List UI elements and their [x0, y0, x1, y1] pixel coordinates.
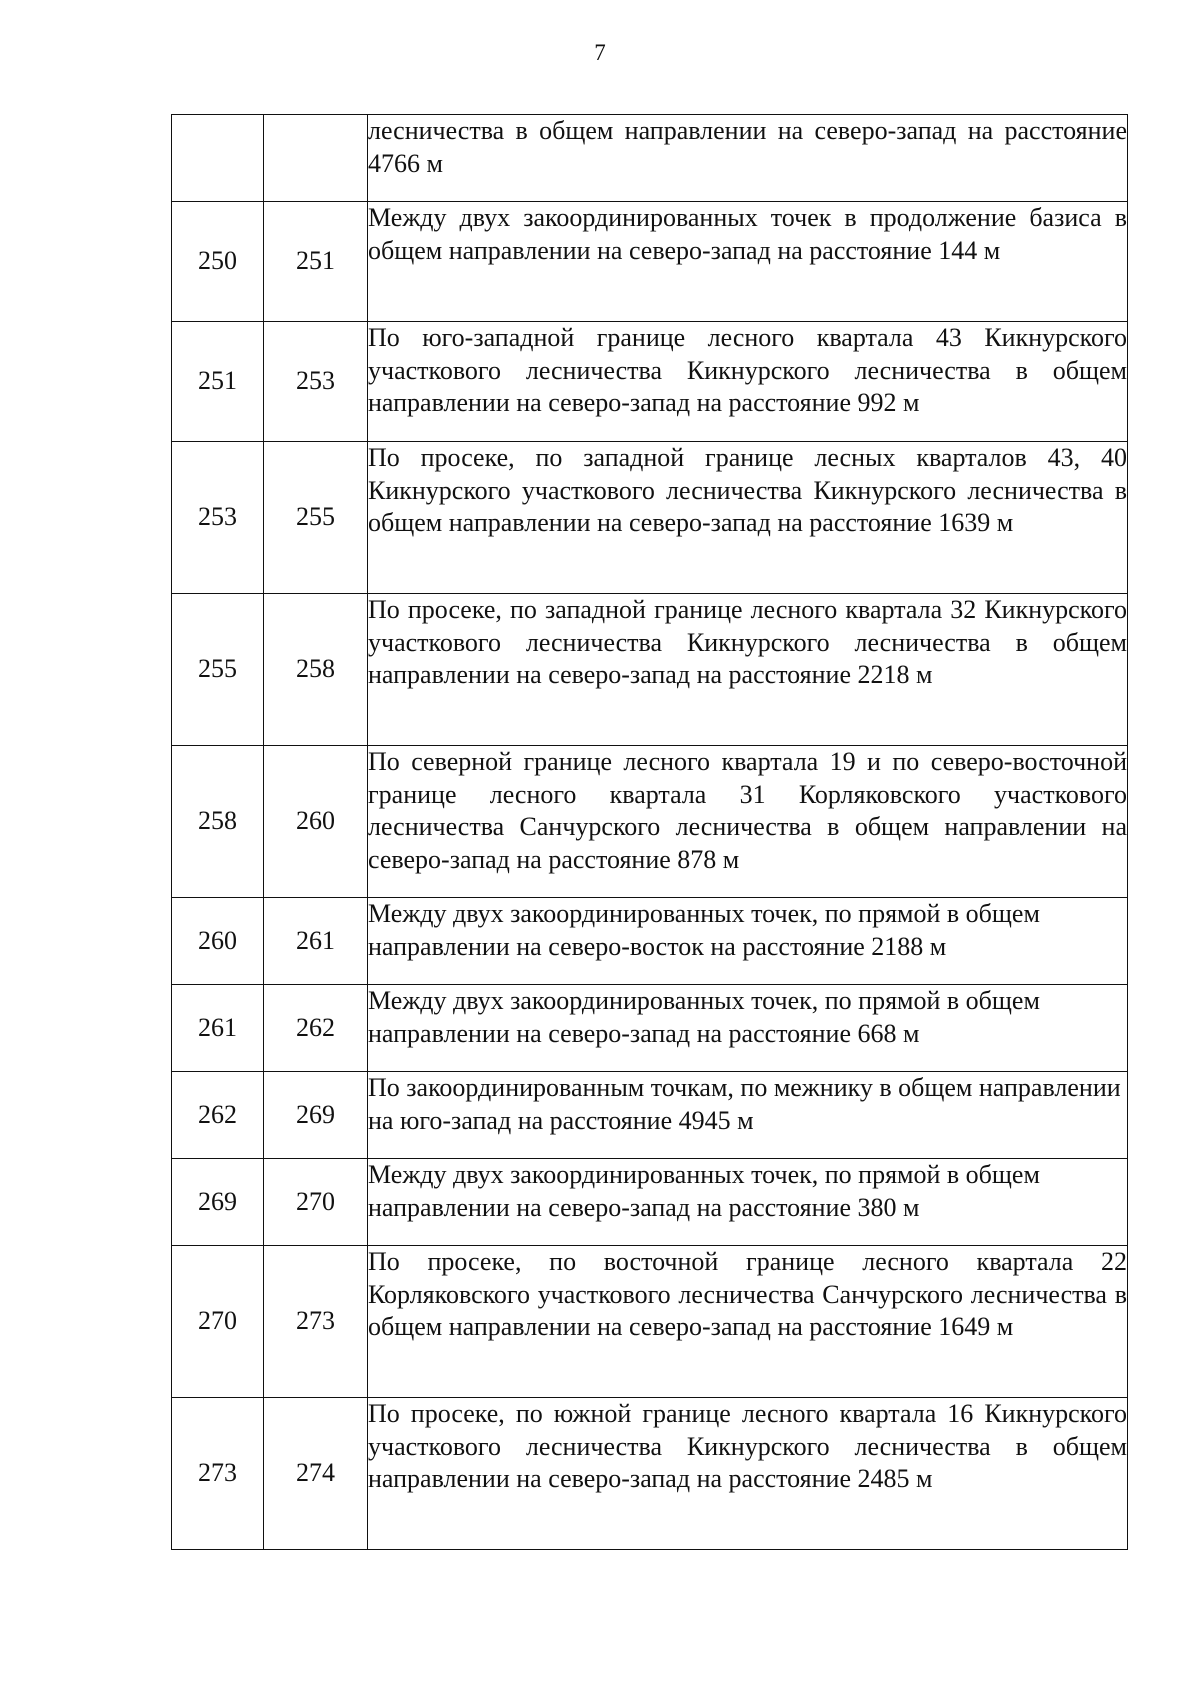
description-cell: Между двух закоординированных точек, по прямой в общем направлении на северо-запад на расстояние 668 м — [368, 985, 1128, 1072]
table-row — [172, 985, 1128, 1072]
point-to-cell: 258 — [264, 594, 368, 746]
point-from-cell: 262 — [172, 1072, 264, 1159]
description-cell: По закоординированным точкам, по межнику в общем направлении на юго-запад на расстояние 4945 м — [368, 1072, 1128, 1159]
description-cell: По просеке, по западной границе лесных кварталов 43, 40 Кикнурского участкового лесничества Кикнурского лесничества в общем направлении на северо-запад на расстояние 1639 м — [368, 442, 1128, 594]
point-from-cell: 270 — [172, 1246, 264, 1398]
table-row — [172, 1246, 1128, 1398]
description-cell: По юго-западной границе лесного квартала 43 Кикнурского участкового лесничества Кикнурского лесничества в общем направлении на северо-запад на расстояние 992 м — [368, 322, 1128, 442]
table-row — [172, 202, 1128, 322]
point-from-cell: 261 — [172, 985, 264, 1072]
description-cell: По просеке, по западной границе лесного квартала 32 Кикнурского участкового лесничества Кикнурского лесничества в общем направлении на северо-запад на расстояние 2218 м — [368, 594, 1128, 746]
table-row — [172, 1072, 1128, 1159]
point-from-cell: 255 — [172, 594, 264, 746]
point-from-cell: 258 — [172, 746, 264, 898]
point-to-cell: 269 — [264, 1072, 368, 1159]
point-to-cell: 262 — [264, 985, 368, 1072]
point-from-cell — [172, 115, 264, 202]
description-cell: По просеке, по восточной границе лесного квартала 22 Корляковского участкового лесничества Санчурского лесничества в общем направлении на северо-запад на расстояние 1649 м — [368, 1246, 1128, 1398]
description-cell: лесничества в общем направлении на северо-запад на расстояние 4766 м — [368, 115, 1128, 202]
point-to-cell: 260 — [264, 746, 368, 898]
table-row — [172, 898, 1128, 985]
point-to-cell — [264, 115, 368, 202]
description-cell: Между двух закоординированных точек в продолжение базиса в общем направлении на северо-запад на расстояние 144 м — [368, 202, 1128, 322]
table-row — [172, 746, 1128, 898]
table-row — [172, 115, 1128, 202]
description-cell: Между двух закоординированных точек, по прямой в общем направлении на северо-восток на расстояние 2188 м — [368, 898, 1128, 985]
point-to-cell: 261 — [264, 898, 368, 985]
page-number: 7 — [594, 40, 606, 65]
point-from-cell: 269 — [172, 1159, 264, 1246]
table-row — [172, 442, 1128, 594]
point-to-cell: 253 — [264, 322, 368, 442]
point-from-cell: 251 — [172, 322, 264, 442]
boundary-description-table — [171, 114, 1128, 1550]
description-cell: По северной границе лесного квартала 19 и по северо-восточной границе лесного квартала 31 Корляковского участкового лесничества Санчурского лесничества в общем направлении на северо-запад на расстояние 878 м — [368, 746, 1128, 898]
point-from-cell: 250 — [172, 202, 264, 322]
table-row — [172, 594, 1128, 746]
table-row — [172, 1159, 1128, 1246]
point-to-cell: 251 — [264, 202, 368, 322]
point-from-cell: 260 — [172, 898, 264, 985]
description-cell: По просеке, по южной границе лесного квартала 16 Кикнурского участкового лесничества Кикнурского лесничества в общем направлении на северо-запад на расстояние 2485 м — [368, 1398, 1128, 1550]
point-to-cell: 270 — [264, 1159, 368, 1246]
point-to-cell: 255 — [264, 442, 368, 594]
point-to-cell: 274 — [264, 1398, 368, 1550]
table-row — [172, 1398, 1128, 1550]
table-row — [172, 322, 1128, 442]
point-to-cell: 273 — [264, 1246, 368, 1398]
description-cell: Между двух закоординированных точек, по прямой в общем направлении на северо-запад на расстояние 380 м — [368, 1159, 1128, 1246]
point-from-cell: 273 — [172, 1398, 264, 1550]
point-from-cell: 253 — [172, 442, 264, 594]
table-body — [172, 115, 1128, 1550]
